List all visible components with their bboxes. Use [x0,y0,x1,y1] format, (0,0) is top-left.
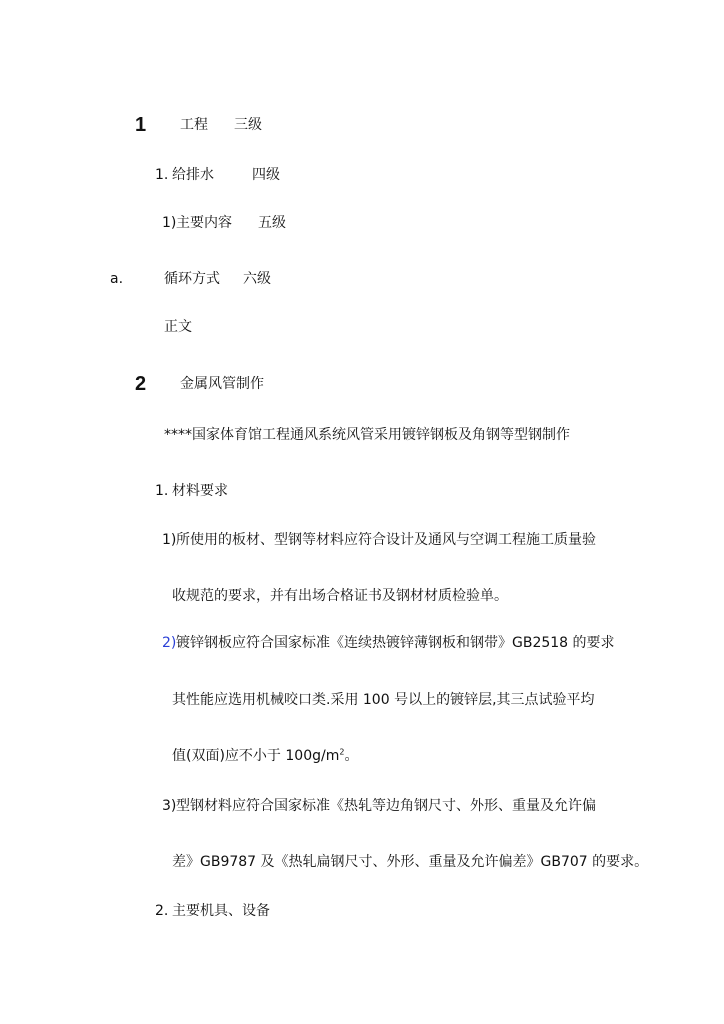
heading-3-level: 五级 [258,215,286,231]
item-1-line-1: 所使用的板材、型钢等材料应符合设计及通风与空调工程施工质量验 [176,532,596,548]
item-2-number: 2) [162,635,177,651]
item-3-line-1: 型钢材料应符合国家标准《热轧等边角钢尺寸、外形、重量及允许偏 [176,798,596,814]
body-label: 正文 [164,319,192,335]
heading-4-level: 六级 [243,271,271,287]
sub-2-number: 2. [155,903,169,919]
item-2-line-2: 其性能应选用机械咬口类.采用 100 号以上的镀锌层,其三点试验平均 [172,692,595,708]
section-2-number: 2 [135,373,147,395]
item-1-line-2: 收规范的要求，并有出场合格证书及钢材材质检验单。 [172,588,508,604]
item-2-line-3-text: 值(双面)应不小于 100g/m [172,748,340,764]
item-2-line-1: 镀锌钢板应符合国家标准《连续热镀锌薄钢板和钢带》GB2518 的要求 [176,635,615,651]
superscript-2: 2 [339,747,345,757]
item-2-line-3-end: 。 [344,748,359,764]
heading-2-number: 1. [155,167,169,183]
sub-1-title: 材料要求 [172,483,228,499]
heading-3-text: 主要内容 [176,215,232,231]
heading-4-number: a. [110,271,124,287]
heading-2-level: 四级 [252,167,280,183]
item-3-number: 3) [162,798,177,814]
item-3-line-2: 差》GB9787 及《热轧扁钢尺寸、外形、重量及允许偏差》GB707 的要求。 [172,854,649,870]
heading-1-text: 工程 [180,117,208,133]
heading-2-text: 给排水 [172,167,214,183]
item-2-line-3 [172,747,358,765]
heading-1-level: 三级 [234,117,262,133]
section-2-intro: ****国家体育馆工程通风系统风管采用镀锌钢板及角钢等型钢制作 [164,427,570,443]
sub-2-title: 主要机具、设备 [172,903,270,919]
heading-4-text: 循环方式 [164,271,220,287]
section-2-title: 金属风管制作 [180,376,264,392]
heading-3-number: 1) [162,215,177,231]
heading-1-number: 1 [135,114,147,136]
item-1-number: 1) [162,532,177,548]
sub-1-number: 1. [155,483,169,499]
